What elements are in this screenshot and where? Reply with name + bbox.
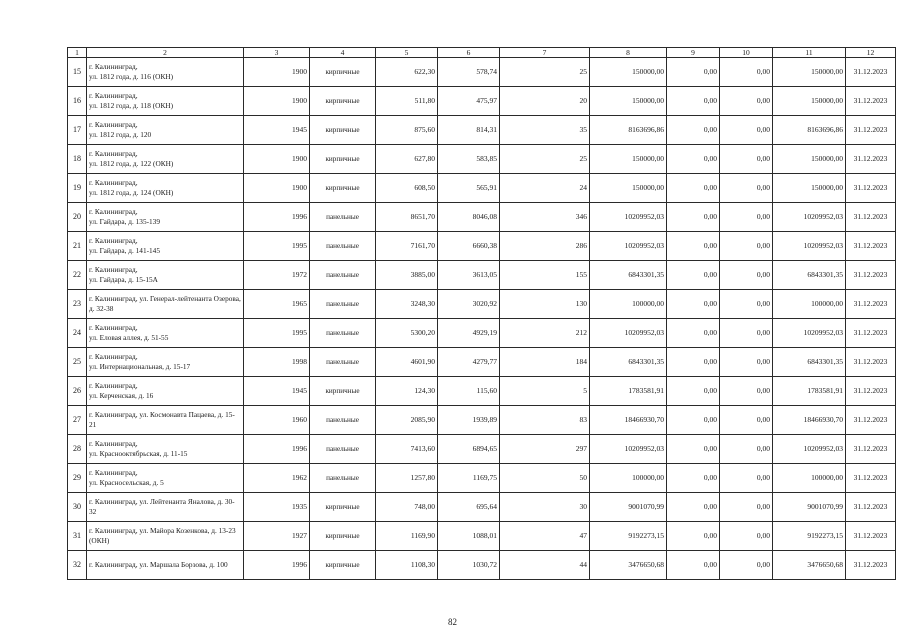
column-header: 2	[87, 48, 244, 58]
residents-count-cell: 286	[500, 232, 590, 261]
row-number-cell: 29	[68, 464, 87, 493]
address-cell: г. Калининград, ул. Гайдара, д. 135-139	[87, 203, 244, 232]
fund-cell: 0,00	[667, 290, 720, 319]
living-area-cell: 4929,19	[438, 319, 500, 348]
wall-material-cell: кирпичные	[310, 145, 376, 174]
total-cost-cell: 18466930,70	[590, 406, 667, 435]
wall-material-cell: панельные	[310, 261, 376, 290]
table-row	[68, 435, 896, 464]
fund-cell: 0,00	[720, 435, 773, 464]
wall-material-cell: панельные	[310, 348, 376, 377]
row-number-cell: 26	[68, 377, 87, 406]
residents-count-cell: 35	[500, 116, 590, 145]
fund-cell: 0,00	[667, 348, 720, 377]
total-cost-cell: 1783581,91	[590, 377, 667, 406]
owners-funds-cell: 150000,00	[773, 174, 846, 203]
table-body	[68, 58, 896, 580]
total-area-cell: 4601,90	[376, 348, 438, 377]
residents-count-cell: 50	[500, 464, 590, 493]
table-row	[68, 87, 896, 116]
address-cell: г. Калининград, ул. Гайдара, д. 141-145	[87, 232, 244, 261]
column-header: 7	[500, 48, 590, 58]
row-number-cell: 30	[68, 493, 87, 522]
table-row	[68, 116, 896, 145]
total-area-cell: 3248,30	[376, 290, 438, 319]
row-number-cell: 20	[68, 203, 87, 232]
total-cost-cell: 9001070,99	[590, 493, 667, 522]
table-row	[68, 145, 896, 174]
fund-cell: 0,00	[667, 58, 720, 87]
fund-cell: 0,00	[720, 87, 773, 116]
total-area-cell: 748,00	[376, 493, 438, 522]
table-row	[68, 174, 896, 203]
total-area-cell: 608,50	[376, 174, 438, 203]
address-cell: г. Калининград, ул. 1812 года, д. 122 (ОКН)	[87, 145, 244, 174]
row-number-cell: 22	[68, 261, 87, 290]
living-area-cell: 1030,72	[438, 551, 500, 580]
column-header: 4	[310, 48, 376, 58]
residents-count-cell: 25	[500, 58, 590, 87]
owners-funds-cell: 150000,00	[773, 58, 846, 87]
column-header: 11	[773, 48, 846, 58]
address-cell: г. Калининград, ул. 1812 года, д. 118 (ОКН)	[87, 87, 244, 116]
living-area-cell: 578,74	[438, 58, 500, 87]
construction-year-cell: 1996	[244, 435, 310, 464]
residents-count-cell: 184	[500, 348, 590, 377]
owners-funds-cell: 6843301,35	[773, 261, 846, 290]
column-header: 12	[846, 48, 896, 58]
table-row	[68, 319, 896, 348]
completion-date-cell: 31.12.2023	[846, 377, 896, 406]
total-area-cell: 622,30	[376, 58, 438, 87]
fund-cell: 0,00	[667, 319, 720, 348]
owners-funds-cell: 100000,00	[773, 290, 846, 319]
address-cell: г. Калининград, ул. 1812 года, д. 120	[87, 116, 244, 145]
completion-date-cell: 31.12.2023	[846, 493, 896, 522]
column-header: 8	[590, 48, 667, 58]
row-number-cell: 17	[68, 116, 87, 145]
table-row	[68, 377, 896, 406]
living-area-cell: 8046,08	[438, 203, 500, 232]
construction-year-cell: 1965	[244, 290, 310, 319]
completion-date-cell: 31.12.2023	[846, 116, 896, 145]
wall-material-cell: панельные	[310, 232, 376, 261]
fund-cell: 0,00	[720, 377, 773, 406]
row-number-cell: 18	[68, 145, 87, 174]
completion-date-cell: 31.12.2023	[846, 464, 896, 493]
wall-material-cell: панельные	[310, 435, 376, 464]
fund-cell: 0,00	[720, 319, 773, 348]
completion-date-cell: 31.12.2023	[846, 87, 896, 116]
address-cell: г. Калининград, ул. 1812 года, д. 116 (ОКН)	[87, 58, 244, 87]
row-number-cell: 31	[68, 522, 87, 551]
residents-count-cell: 297	[500, 435, 590, 464]
table-row	[68, 348, 896, 377]
row-number-cell: 28	[68, 435, 87, 464]
construction-year-cell: 1995	[244, 319, 310, 348]
column-header: 1	[68, 48, 87, 58]
owners-funds-cell: 10209952,03	[773, 435, 846, 464]
residents-count-cell: 24	[500, 174, 590, 203]
fund-cell: 0,00	[667, 522, 720, 551]
column-header: 10	[720, 48, 773, 58]
address-cell: г. Калининград, ул. 1812 года, д. 124 (ОКН)	[87, 174, 244, 203]
fund-cell: 0,00	[720, 203, 773, 232]
row-number-cell: 32	[68, 551, 87, 580]
table-row	[68, 551, 896, 580]
owners-funds-cell: 6843301,35	[773, 348, 846, 377]
residents-count-cell: 47	[500, 522, 590, 551]
living-area-cell: 6894,65	[438, 435, 500, 464]
living-area-cell: 3613,05	[438, 261, 500, 290]
living-area-cell: 695,64	[438, 493, 500, 522]
total-area-cell: 3885,00	[376, 261, 438, 290]
completion-date-cell: 31.12.2023	[846, 290, 896, 319]
row-number-cell: 27	[68, 406, 87, 435]
fund-cell: 0,00	[720, 290, 773, 319]
wall-material-cell: кирпичные	[310, 551, 376, 580]
total-cost-cell: 100000,00	[590, 464, 667, 493]
address-cell: г. Калининград, ул. Керченская, д. 16	[87, 377, 244, 406]
fund-cell: 0,00	[667, 377, 720, 406]
column-header: 9	[667, 48, 720, 58]
page-number: 82	[448, 617, 457, 627]
total-area-cell: 7413,60	[376, 435, 438, 464]
total-cost-cell: 10209952,03	[590, 232, 667, 261]
completion-date-cell: 31.12.2023	[846, 522, 896, 551]
construction-year-cell: 1998	[244, 348, 310, 377]
total-area-cell: 1108,30	[376, 551, 438, 580]
construction-year-cell: 1962	[244, 464, 310, 493]
table-row	[68, 261, 896, 290]
fund-cell: 0,00	[720, 232, 773, 261]
completion-date-cell: 31.12.2023	[846, 406, 896, 435]
total-area-cell: 1169,90	[376, 522, 438, 551]
fund-cell: 0,00	[720, 551, 773, 580]
completion-date-cell: 31.12.2023	[846, 551, 896, 580]
fund-cell: 0,00	[720, 406, 773, 435]
owners-funds-cell: 8163696,86	[773, 116, 846, 145]
fund-cell: 0,00	[720, 58, 773, 87]
row-number-cell: 21	[68, 232, 87, 261]
residents-count-cell: 130	[500, 290, 590, 319]
wall-material-cell: панельные	[310, 464, 376, 493]
total-cost-cell: 8163696,86	[590, 116, 667, 145]
completion-date-cell: 31.12.2023	[846, 145, 896, 174]
total-cost-cell: 100000,00	[590, 290, 667, 319]
owners-funds-cell: 100000,00	[773, 464, 846, 493]
construction-year-cell: 1927	[244, 522, 310, 551]
total-cost-cell: 150000,00	[590, 145, 667, 174]
living-area-cell: 115,60	[438, 377, 500, 406]
owners-funds-cell: 150000,00	[773, 145, 846, 174]
total-cost-cell: 6843301,35	[590, 261, 667, 290]
address-cell: г. Калининград, ул. Краснооктябрьская, д. 11-15	[87, 435, 244, 464]
owners-funds-cell: 9001070,99	[773, 493, 846, 522]
wall-material-cell: панельные	[310, 290, 376, 319]
owners-funds-cell: 18466930,70	[773, 406, 846, 435]
residents-count-cell: 20	[500, 87, 590, 116]
construction-year-cell: 1996	[244, 203, 310, 232]
table-row	[68, 464, 896, 493]
row-number-cell: 15	[68, 58, 87, 87]
fund-cell: 0,00	[667, 261, 720, 290]
total-area-cell: 2085,90	[376, 406, 438, 435]
column-header: 6	[438, 48, 500, 58]
residents-count-cell: 44	[500, 551, 590, 580]
total-cost-cell: 150000,00	[590, 87, 667, 116]
total-area-cell: 124,30	[376, 377, 438, 406]
residents-count-cell: 346	[500, 203, 590, 232]
address-cell: г. Калининград, ул. Маршала Борзова, д. 100	[87, 551, 244, 580]
wall-material-cell: панельные	[310, 203, 376, 232]
row-number-cell: 25	[68, 348, 87, 377]
wall-material-cell: кирпичные	[310, 174, 376, 203]
living-area-cell: 1939,89	[438, 406, 500, 435]
total-area-cell: 627,80	[376, 145, 438, 174]
row-number-cell: 24	[68, 319, 87, 348]
completion-date-cell: 31.12.2023	[846, 174, 896, 203]
construction-year-cell: 1972	[244, 261, 310, 290]
construction-year-cell: 1945	[244, 116, 310, 145]
living-area-cell: 1088,01	[438, 522, 500, 551]
housing-program-table	[67, 47, 896, 580]
table-row	[68, 493, 896, 522]
fund-cell: 0,00	[667, 87, 720, 116]
fund-cell: 0,00	[667, 464, 720, 493]
fund-cell: 0,00	[667, 145, 720, 174]
construction-year-cell: 1900	[244, 87, 310, 116]
construction-year-cell: 1900	[244, 145, 310, 174]
living-area-cell: 814,31	[438, 116, 500, 145]
address-cell: г. Калининград, ул. Космонавта Пацаева, д. 15-21	[87, 406, 244, 435]
fund-cell: 0,00	[720, 348, 773, 377]
residents-count-cell: 30	[500, 493, 590, 522]
wall-material-cell: кирпичные	[310, 87, 376, 116]
construction-year-cell: 1945	[244, 377, 310, 406]
total-cost-cell: 3476650,68	[590, 551, 667, 580]
owners-funds-cell: 10209952,03	[773, 232, 846, 261]
fund-cell: 0,00	[667, 406, 720, 435]
table-row	[68, 290, 896, 319]
completion-date-cell: 31.12.2023	[846, 348, 896, 377]
total-area-cell: 511,80	[376, 87, 438, 116]
construction-year-cell: 1900	[244, 58, 310, 87]
living-area-cell: 4279,77	[438, 348, 500, 377]
total-area-cell: 8651,70	[376, 203, 438, 232]
address-cell: г. Калининград, ул. Лейтенанта Яналова, д. 30-32	[87, 493, 244, 522]
column-header: 5	[376, 48, 438, 58]
total-cost-cell: 10209952,03	[590, 203, 667, 232]
table-row	[68, 522, 896, 551]
fund-cell: 0,00	[667, 116, 720, 145]
address-cell: г. Калининград, ул. Генерал-лейтенанта Озерова, д. 32-38	[87, 290, 244, 319]
address-cell: г. Калининград, ул. Красносельская, д. 5	[87, 464, 244, 493]
completion-date-cell: 31.12.2023	[846, 435, 896, 464]
fund-cell: 0,00	[720, 116, 773, 145]
fund-cell: 0,00	[667, 232, 720, 261]
fund-cell: 0,00	[720, 174, 773, 203]
fund-cell: 0,00	[667, 551, 720, 580]
residents-count-cell: 5	[500, 377, 590, 406]
wall-material-cell: кирпичные	[310, 522, 376, 551]
fund-cell: 0,00	[667, 493, 720, 522]
address-cell: г. Калининград, ул. Интернациональная, д. 15-17	[87, 348, 244, 377]
wall-material-cell: кирпичные	[310, 377, 376, 406]
residents-count-cell: 83	[500, 406, 590, 435]
table-row	[68, 58, 896, 87]
table-row	[68, 406, 896, 435]
total-cost-cell: 150000,00	[590, 174, 667, 203]
total-cost-cell: 6843301,35	[590, 348, 667, 377]
construction-year-cell: 1996	[244, 551, 310, 580]
owners-funds-cell: 150000,00	[773, 87, 846, 116]
fund-cell: 0,00	[667, 174, 720, 203]
completion-date-cell: 31.12.2023	[846, 203, 896, 232]
construction-year-cell: 1995	[244, 232, 310, 261]
living-area-cell: 1169,75	[438, 464, 500, 493]
owners-funds-cell: 10209952,03	[773, 319, 846, 348]
wall-material-cell: кирпичные	[310, 116, 376, 145]
fund-cell: 0,00	[720, 145, 773, 174]
wall-material-cell: кирпичные	[310, 58, 376, 87]
row-number-cell: 23	[68, 290, 87, 319]
fund-cell: 0,00	[720, 261, 773, 290]
fund-cell: 0,00	[720, 464, 773, 493]
table-row	[68, 232, 896, 261]
owners-funds-cell: 10209952,03	[773, 203, 846, 232]
construction-year-cell: 1900	[244, 174, 310, 203]
living-area-cell: 6660,38	[438, 232, 500, 261]
total-area-cell: 1257,80	[376, 464, 438, 493]
completion-date-cell: 31.12.2023	[846, 261, 896, 290]
living-area-cell: 475,97	[438, 87, 500, 116]
fund-cell: 0,00	[667, 203, 720, 232]
residents-count-cell: 155	[500, 261, 590, 290]
wall-material-cell: кирпичные	[310, 493, 376, 522]
living-area-cell: 3020,92	[438, 290, 500, 319]
living-area-cell: 565,91	[438, 174, 500, 203]
living-area-cell: 583,85	[438, 145, 500, 174]
total-cost-cell: 150000,00	[590, 58, 667, 87]
owners-funds-cell: 1783581,91	[773, 377, 846, 406]
fund-cell: 0,00	[667, 435, 720, 464]
total-area-cell: 7161,70	[376, 232, 438, 261]
construction-year-cell: 1960	[244, 406, 310, 435]
column-number-header-row	[68, 48, 896, 58]
total-area-cell: 5300,20	[376, 319, 438, 348]
completion-date-cell: 31.12.2023	[846, 232, 896, 261]
fund-cell: 0,00	[720, 522, 773, 551]
total-cost-cell: 9192273,15	[590, 522, 667, 551]
address-cell: г. Калининград, ул. Гайдара, д. 15-15А	[87, 261, 244, 290]
address-cell: г. Калининград, ул. Майора Козенкова, д. 13-23 (ОКН)	[87, 522, 244, 551]
address-cell: г. Калининград, ул. Еловая аллея, д. 51-55	[87, 319, 244, 348]
wall-material-cell: панельные	[310, 319, 376, 348]
table-row	[68, 203, 896, 232]
owners-funds-cell: 3476650,68	[773, 551, 846, 580]
owners-funds-cell: 9192273,15	[773, 522, 846, 551]
residents-count-cell: 25	[500, 145, 590, 174]
wall-material-cell: панельные	[310, 406, 376, 435]
row-number-cell: 16	[68, 87, 87, 116]
fund-cell: 0,00	[720, 493, 773, 522]
construction-year-cell: 1935	[244, 493, 310, 522]
total-area-cell: 875,60	[376, 116, 438, 145]
row-number-cell: 19	[68, 174, 87, 203]
completion-date-cell: 31.12.2023	[846, 58, 896, 87]
total-cost-cell: 10209952,03	[590, 435, 667, 464]
total-cost-cell: 10209952,03	[590, 319, 667, 348]
completion-date-cell: 31.12.2023	[846, 319, 896, 348]
residents-count-cell: 212	[500, 319, 590, 348]
column-header: 3	[244, 48, 310, 58]
